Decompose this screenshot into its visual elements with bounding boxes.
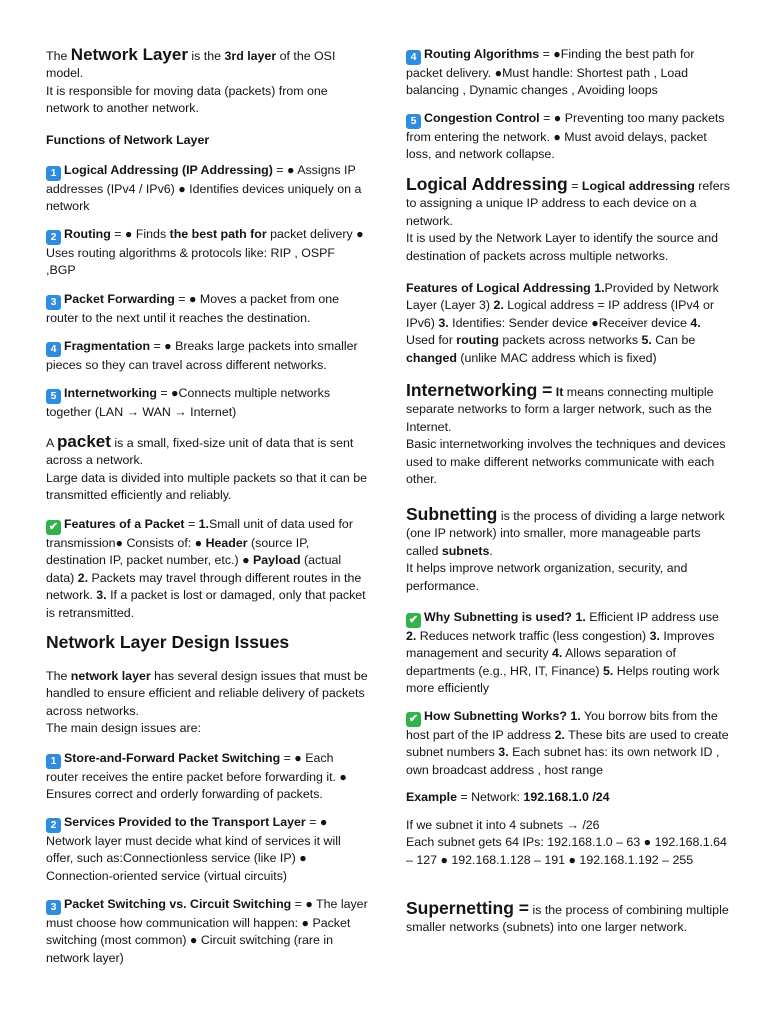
design-issue-1: 1 Store-and-Forward Packet Switching = ● Each router receives the entire packet before forwarding it. ● Ensures correct and orderly forwarding of packets. [46,751,347,802]
check-icon: ✔ [406,712,421,727]
function-item-3: 3 Packet Forwarding = ● Moves a packet from one router to the next until it reaches the destination. [46,292,340,325]
number-5-icon: 5 [46,389,61,404]
subnetting-heading: Subnetting [406,504,498,524]
function-item-5: 5 Internetworking = ●Connects multiple networks together (LAN → WAN → Internet) [46,386,331,419]
design-issue-4: 4 Routing Algorithms = ●Finding the best path for packet delivery. ●Must handle: Shortest path , Load balancing , Dynamic changes , Avoiding loops [406,47,695,98]
function-item-4: 4 Fragmentation = ● Breaks large packets into smaller pieces so they can travel across different networks. [46,339,358,372]
number-1-icon: 1 [46,166,61,181]
design-issue-3: 3 Packet Switching vs. Circuit Switching = ● The layer must choose how communication will happen: ● Packet switching (most common) ● Circuit switching (rare in network layer) [46,897,368,965]
how-subnetting-works: ✔ How Subnetting Works? 1. You borrow bits from the host part of the IP address 2. These bits are used to create subnet numbers 3. Each subnet has: its own network ID , own broadcast address , host range [406,709,729,777]
design-issues-heading: Network Layer Design Issues [46,632,290,652]
number-2-icon: 2 [46,818,61,833]
functions-heading: Functions of Network Layer [46,133,210,147]
example-line: Example = Network: 192.168.1.0 /24 [406,790,610,804]
design-issue-5: 5 Congestion Control = ● Preventing too many packets from entering the network. ● Must avoid delays, packet loss, and network collapse. [406,111,725,162]
design-issue-2: 2 Services Provided to the Transport Layer = ● Network layer must decide what kind of services it will offer, such as:Connectionless service (like IP) ● Connection-oriented service (virtual circuits) [46,815,341,883]
subnetting-paragraph: Subnetting is the process of dividing a large network (one IP network) into smaller, more manageable parts called subnets. It helps improve network organization, security, and performance. [406,504,725,593]
packet-paragraph: A packet is a small, fixed-size unit of data that is sent across a network. Large data is divided into multiple packets so that it can be transmitted efficiently and reliably. [46,432,367,503]
network-layer-title: Network Layer [70,45,188,64]
number-1-icon: 1 [46,754,61,769]
number-5-icon: 5 [406,114,421,129]
packet-term: packet [57,432,111,451]
why-subnetting: ✔ Why Subnetting is used? 1. Efficient IP address use 2. Reduces network traffic (less congestion) 3. Improves management and security 4. Allows separation of departments (e.g., HR, IT, Finance) 5. Helps routing work more efficiently [406,610,720,696]
logical-addressing-features: Features of Logical Addressing 1.Provided by Network Layer (Layer 3) 2. Logical address = IP address (IPv4 or IPv6) 3. Identifies: Sender device ●Receiver device 4. Used for routing packets across networks 5. Can be changed (unlike MAC address which is fixed) [406,281,719,365]
function-item-2: 2 Routing = ● Finds the best path for packet delivery ● Uses routing algorithms & protocols like: RIP , OSPF ,BGP [46,227,364,278]
check-icon: ✔ [406,613,421,628]
intro-paragraph: The Network Layer is the 3rd layer of the OSI model. It is responsible for moving data (packets) from one network to another network. [46,45,336,116]
check-icon: ✔ [46,520,61,535]
internetworking-paragraph: Internetworking = It means connecting multiple separate networks to form a larger network, such as the Internet. Basic internetworking involves the techniques and devices used to make different networks communicate with each other. [406,380,726,487]
packet-features: ✔ Features of a Packet = 1.Small unit of data used for transmission● Consists of: ● Header (source IP, destination IP, packet number, etc.) ● Payload (actual data) 2. Packets may travel through different routes in the network. 3. If a packet is lost or damaged, only that packet is retransmitted. [46,517,366,620]
design-intro: The network layer has several design issues that must be handled to ensure efficient and reliable delivery of packets across networks. The main design issues are: [46,669,368,736]
number-4-icon: 4 [46,342,61,357]
logical-addressing-heading: Logical Addressing [406,174,568,194]
logical-addressing-paragraph: Logical Addressing = Logical addressing refers to assigning a unique IP address to each device on a network. It is used by the Network Layer to identify the source and destination of packets across multiple networks. [406,174,730,263]
number-2-icon: 2 [46,230,61,245]
function-item-1: 1 Logical Addressing (IP Addressing) = ● Assigns IP addresses (IPv4 / IPv6) ● Identifies devices uniquely on a network [46,163,362,214]
number-3-icon: 3 [46,900,61,915]
number-3-icon: 3 [46,295,61,310]
supernetting-paragraph: Supernetting = is the process of combining multiple smaller networks (subnets) into one larger network. [406,898,729,935]
number-4-icon: 4 [406,50,421,65]
example-detail: If we subnet it into 4 subnets → /26 Each subnet gets 64 IPs: 192.168.1.0 – 63 ● 192.168.1.64 – 127 ● 192.168.1.128 – 191 ● 192.168.1.192 – 255 [406,818,727,867]
supernetting-heading: Supernetting = [406,898,529,918]
internetworking-heading: Internetworking = [406,380,553,400]
